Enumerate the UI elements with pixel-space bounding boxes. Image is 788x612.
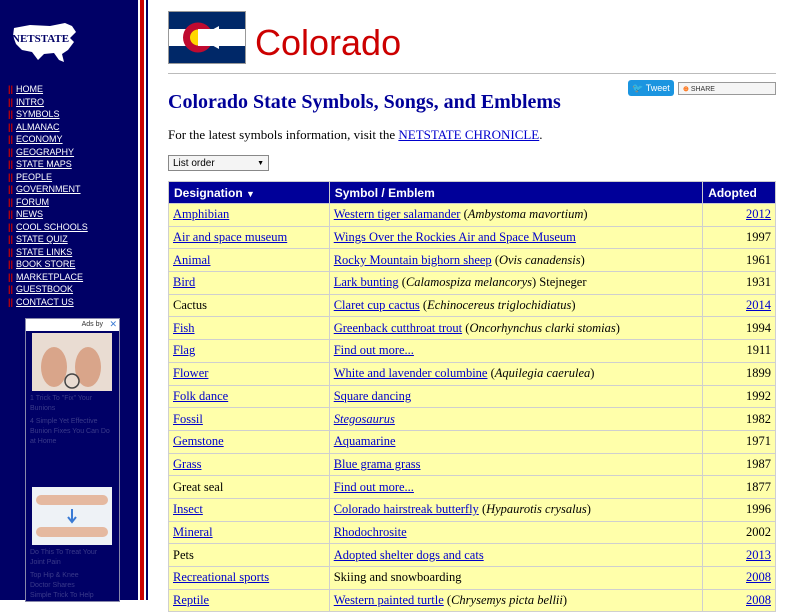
symbol-link[interactable]: Rocky Mountain bighorn sheep — [333, 252, 492, 267]
ad-line-3[interactable]: Bunion Fixes You Can Do — [30, 428, 110, 435]
adopted-cell — [703, 340, 776, 363]
share-plus-icon: ⊕ — [683, 86, 689, 93]
designation-link[interactable]: Reptile — [173, 593, 210, 608]
scientific-name: Calamospiza melancorys — [405, 275, 532, 290]
scientific-name: Echinocereus triglochidiatus — [427, 298, 572, 313]
symbol-link[interactable]: Colorado hairstreak butterfly — [333, 502, 479, 517]
nav-bullet-icon: || — [8, 284, 14, 294]
nav-link[interactable]: STATE QUIZ — [16, 234, 68, 244]
designation-cell — [169, 476, 330, 499]
symbol-link[interactable]: Lark bunting — [333, 275, 399, 290]
symbol-cell[interactable] — [329, 430, 702, 453]
left-sidebar — [0, 0, 138, 600]
table-row — [169, 544, 776, 567]
sort-order-value: List order — [173, 158, 215, 169]
table-row — [169, 498, 776, 521]
designation-cell — [169, 294, 330, 317]
adopted-year: 1997 — [746, 230, 771, 245]
nav-link[interactable]: GEOGRAPHY — [16, 146, 75, 157]
nav-link[interactable]: COOL SCHOOLS — [16, 221, 88, 232]
designation-link[interactable]: Insect — [173, 502, 203, 517]
nav-link[interactable]: HOME — [16, 84, 44, 94]
scientific-name: Ambystoma mavortium — [467, 207, 584, 222]
ad-line-7[interactable]: Top Hip & Knee — [30, 572, 79, 579]
table-row — [169, 340, 776, 363]
site-nav — [8, 83, 88, 308]
adopted-cell — [703, 226, 776, 249]
designation-header-label: Designation — [174, 185, 243, 200]
sort-down-icon: ▼ — [246, 188, 255, 199]
adopted-year: 1911 — [746, 343, 771, 358]
symbol-cell[interactable]: Claret cup cactus (Echinocereus triglochidiatus) — [329, 294, 702, 317]
adopted-cell — [703, 317, 776, 340]
designation-cell[interactable] — [169, 226, 330, 249]
nav-bullet-icon: || — [8, 196, 14, 207]
nav-bullet-icon: || — [8, 109, 14, 119]
table-row — [169, 294, 776, 317]
table-row — [169, 408, 776, 431]
nav-bullet-icon: || — [8, 259, 14, 269]
table-row — [169, 453, 776, 476]
nav-bullet-icon: || — [8, 271, 14, 282]
table-row — [169, 249, 776, 272]
designation-cell[interactable] — [169, 340, 330, 363]
symbol-link[interactable]: Square dancing — [333, 388, 412, 403]
table-row — [169, 226, 776, 249]
adopted-cell[interactable] — [703, 294, 776, 317]
nav-item-state-links[interactable] — [8, 246, 88, 259]
designation-cell[interactable] — [169, 430, 330, 453]
nav-item-people[interactable] — [8, 171, 88, 184]
table-row — [169, 430, 776, 453]
nav-item-contact-us[interactable] — [8, 296, 88, 309]
adopted-year-link[interactable]: 2008 — [746, 570, 771, 585]
nav-link[interactable]: CONTACT US — [16, 296, 74, 307]
table-row — [169, 589, 776, 612]
nav-bullet-icon: || — [8, 171, 14, 182]
designation-cell[interactable] — [169, 385, 330, 408]
symbol-link[interactable]: Stegosaurus — [333, 411, 395, 426]
nav-link[interactable]: GOVERNMENT — [16, 184, 81, 194]
nav-item-forum[interactable] — [8, 196, 88, 209]
tweet-button[interactable] — [628, 80, 674, 96]
ad-image-feet[interactable] — [32, 333, 112, 391]
nav-bullet-icon: || — [8, 234, 14, 244]
symbol-cell[interactable]: Western painted turtle (Chrysemys picta bellii) — [329, 589, 702, 612]
tweet-label: Tweet — [645, 83, 670, 93]
netstate-chronicle-link[interactable]: NETSTATE CHRONICLE — [398, 127, 540, 142]
designation-link[interactable]: Animal — [173, 252, 211, 267]
adopted-year: 1982 — [746, 411, 771, 426]
ad-line-5[interactable]: Do This To Treat Your — [30, 549, 98, 556]
symbol-link[interactable]: White and lavender columbine — [333, 366, 488, 381]
designation-link[interactable]: Flag — [173, 343, 196, 358]
nav-link[interactable]: PEOPLE — [16, 171, 53, 182]
nav-link[interactable]: STATE LINKS — [16, 246, 73, 257]
designation-cell[interactable] — [169, 317, 330, 340]
adopted-cell — [703, 272, 776, 295]
nav-item-book-store[interactable] — [8, 258, 88, 271]
symbol-author: Stejneger — [536, 275, 587, 290]
nav-item-news[interactable] — [8, 208, 88, 221]
symbol-link[interactable]: Western painted turtle — [333, 593, 444, 608]
symbol-link[interactable]: Blue grama grass — [333, 456, 421, 471]
table-row — [169, 521, 776, 544]
nav-item-guestbook[interactable] — [8, 283, 88, 296]
symbol-cell[interactable] — [329, 226, 702, 249]
ad-label: Ads by — [81, 321, 103, 328]
table-row — [169, 476, 776, 499]
nav-item-intro[interactable] — [8, 96, 88, 109]
nav-bullet-icon: || — [8, 84, 14, 94]
ad-label-bar — [26, 319, 119, 331]
adopted-cell — [703, 249, 776, 272]
chevron-down-icon: ▼ — [257, 160, 264, 167]
symbol-cell[interactable] — [329, 476, 702, 499]
adopted-year: 1931 — [746, 275, 771, 290]
designation-link[interactable]: Flower — [173, 366, 209, 381]
adopted-cell — [703, 453, 776, 476]
designation-cell[interactable] — [169, 498, 330, 521]
symbols-table — [168, 181, 776, 612]
site-logo-text[interactable]: NETSTATE — [12, 33, 70, 45]
nav-item-symbols[interactable] — [8, 108, 88, 121]
designation-cell[interactable] — [169, 249, 330, 272]
ad-line-4[interactable]: at Home — [30, 438, 57, 445]
designation-text: Cactus — [173, 298, 208, 313]
adopted-year: 1877 — [746, 479, 771, 494]
ad-line-9[interactable]: Simple Trick To Help — [30, 592, 94, 599]
nav-item-almanac[interactable] — [8, 121, 88, 134]
adopted-cell — [703, 498, 776, 521]
scientific-name: Aquilegia caerulea — [494, 366, 591, 381]
adopted-year: 1899 — [746, 366, 771, 381]
nav-link[interactable]: NEWS — [16, 209, 44, 219]
adopted-cell[interactable] — [703, 567, 776, 590]
designation-link[interactable]: Grass — [173, 456, 202, 471]
adopted-year: 1992 — [746, 388, 771, 403]
share-button[interactable] — [678, 82, 776, 95]
designation-link[interactable]: Air and space museum — [173, 230, 288, 245]
nav-link[interactable]: FORUM — [16, 196, 50, 207]
designation-text: Pets — [173, 547, 194, 562]
adopted-sort-link[interactable]: Adopted — [708, 185, 757, 200]
designation-link[interactable]: Fish — [173, 320, 195, 335]
title-divider — [168, 73, 776, 74]
ad-line-1[interactable]: Bunions — [30, 405, 56, 412]
intro-prefix: For the latest symbols information, visit the — [168, 127, 399, 142]
adopted-header[interactable] — [703, 182, 776, 204]
designation-link[interactable]: Amphibian — [173, 207, 230, 222]
designation-link[interactable]: Bird — [173, 275, 196, 290]
designation-cell[interactable] — [169, 521, 330, 544]
adopted-cell — [703, 408, 776, 431]
symbol-link[interactable]: Find out more... — [333, 479, 414, 494]
adopted-year: 1987 — [746, 456, 771, 471]
symbol-link[interactable]: Western tiger salamander — [333, 207, 461, 222]
designation-link[interactable]: Fossil — [173, 411, 203, 426]
adopted-cell[interactable] — [703, 589, 776, 612]
adopted-year: 1996 — [746, 502, 771, 517]
nav-bullet-icon: || — [8, 159, 14, 169]
symbol-link[interactable]: Adopted shelter dogs and cats — [333, 547, 484, 562]
sidebar-stripe-divider — [138, 0, 152, 600]
share-label: SHARE — [690, 86, 715, 93]
table-header-row — [169, 182, 776, 204]
nav-bullet-icon: || — [8, 184, 14, 194]
adopted-cell[interactable] — [703, 544, 776, 567]
designation-link[interactable]: Recreational sports — [173, 570, 270, 585]
adopted-year-link[interactable]: 2008 — [746, 593, 771, 608]
adopted-cell[interactable] — [703, 204, 776, 227]
nav-link[interactable]: MARKETPLACE — [16, 271, 84, 282]
sort-order-select[interactable] — [168, 155, 269, 171]
symbol-cell[interactable]: Rocky Mountain bighorn sheep (Ovis canadensis) — [329, 249, 702, 272]
ad-line-0[interactable]: 1 Trick To "Fix" Your — [30, 395, 93, 402]
symbol-header: Symbol / Emblem — [329, 182, 702, 204]
ad-line-2[interactable]: 4 Simple Yet Effective — [30, 418, 98, 425]
symbol-cell[interactable] — [329, 385, 702, 408]
main-content — [152, 0, 788, 608]
adopted-cell — [703, 362, 776, 385]
adopted-year: 1971 — [746, 434, 771, 449]
nav-bullet-icon: || — [8, 246, 14, 257]
designation-header[interactable] — [169, 182, 330, 204]
symbol-cell[interactable] — [329, 408, 702, 431]
symbol-cell[interactable]: Colorado hairstreak butterfly (Hypaurotis crysalus) — [329, 498, 702, 521]
symbol-cell[interactable]: Greenback cutthroat trout (Oncorhynchus clarki stomias) — [329, 317, 702, 340]
ad-image-arm[interactable] — [32, 487, 112, 545]
adopted-year-link[interactable]: 2014 — [746, 298, 771, 313]
table-row — [169, 204, 776, 227]
nav-bullet-icon: || — [8, 134, 14, 144]
nav-link[interactable]: ALMANAC — [16, 121, 60, 132]
intro-suffix: . — [539, 127, 543, 142]
scientific-name: Chrysemys picta bellii — [451, 593, 563, 608]
adopted-cell — [703, 521, 776, 544]
adopted-year-link[interactable]: 2013 — [746, 547, 771, 562]
table-row — [169, 362, 776, 385]
adopted-year: 1961 — [746, 252, 771, 267]
table-row — [169, 567, 776, 590]
designation-text: Great seal — [173, 479, 224, 494]
nav-item-state-quiz[interactable] — [8, 233, 88, 246]
nav-item-geography[interactable] — [8, 146, 88, 159]
symbol-link[interactable]: Wings Over the Rockies Air and Space Museum — [333, 230, 576, 245]
nav-item-economy[interactable] — [8, 133, 88, 146]
adopted-year: 2002 — [746, 524, 771, 539]
twitter-bird-icon: 🐦 — [632, 83, 644, 93]
designation-link[interactable]: Mineral — [173, 524, 213, 539]
nav-bullet-icon: || — [8, 209, 14, 219]
nav-bullet-icon: || — [8, 121, 14, 132]
adopted-cell — [703, 430, 776, 453]
table-row — [169, 385, 776, 408]
nav-link[interactable]: ECONOMY — [16, 134, 63, 144]
designation-link[interactable]: Folk dance — [173, 388, 229, 403]
intro-text — [168, 127, 543, 143]
nav-item-home[interactable] — [8, 83, 88, 96]
state-title: Colorado — [255, 22, 402, 63]
symbol-link[interactable]: Claret cup cactus — [333, 298, 420, 313]
symbol-link[interactable]: Find out more... — [333, 343, 414, 358]
scientific-name: Ovis canadensis — [498, 252, 581, 267]
nav-bullet-icon: || — [8, 96, 14, 107]
nav-bullet-icon: || — [8, 221, 14, 232]
ad-panel[interactable] — [25, 318, 120, 602]
designation-link[interactable]: Gemstone — [173, 434, 224, 449]
nav-item-marketplace[interactable] — [8, 271, 88, 284]
symbol-link[interactable]: Rhodochrosite — [333, 524, 407, 539]
nav-link[interactable]: SYMBOLS — [16, 109, 60, 119]
designation-cell[interactable] — [169, 362, 330, 385]
nav-item-government[interactable] — [8, 183, 88, 196]
nav-bullet-icon: || — [8, 146, 14, 157]
adopted-cell — [703, 476, 776, 499]
nav-bullet-icon: || — [8, 296, 14, 307]
nav-link[interactable]: INTRO — [16, 96, 45, 107]
table-row — [169, 272, 776, 295]
page-heading: Colorado State Symbols, Songs, and Emblems — [168, 91, 561, 113]
designation-cell — [169, 544, 330, 567]
nav-item-cool-schools[interactable] — [8, 221, 88, 234]
symbol-cell[interactable]: Western tiger salamander (Ambystoma mavortium) — [329, 204, 702, 227]
designation-cell[interactable] — [169, 204, 330, 227]
symbol-link[interactable]: Aquamarine — [333, 434, 396, 449]
designation-cell[interactable] — [169, 589, 330, 612]
nav-item-state-maps[interactable] — [8, 158, 88, 171]
nav-link[interactable]: BOOK STORE — [16, 259, 76, 269]
ad-close-icon[interactable]: ✕ — [109, 319, 117, 329]
nav-link[interactable]: STATE MAPS — [16, 159, 72, 169]
symbol-cell[interactable]: Lark bunting (Calamospiza melancorys) Stejneger — [329, 272, 702, 295]
symbol-link[interactable]: Greenback cutthroat trout — [333, 320, 463, 335]
adopted-year: 1994 — [746, 320, 771, 335]
colorado-flag-image — [168, 11, 246, 64]
designation-cell[interactable] — [169, 272, 330, 295]
designation-cell[interactable] — [169, 408, 330, 431]
symbol-text: Skiing and snowboarding — [333, 570, 462, 585]
symbol-cell[interactable] — [329, 453, 702, 476]
symbol-cell[interactable] — [329, 544, 702, 567]
nav-link[interactable]: GUESTBOOK — [16, 284, 74, 294]
table-row — [169, 317, 776, 340]
ad-line-8[interactable]: Doctor Shares — [30, 582, 75, 589]
scientific-name: Oncorhynchus clarki stomias — [469, 320, 616, 335]
symbol-cell — [329, 567, 702, 590]
designation-cell[interactable] — [169, 453, 330, 476]
adopted-year-link[interactable]: 2012 — [746, 207, 771, 222]
symbol-cell[interactable] — [329, 340, 702, 363]
adopted-cell — [703, 385, 776, 408]
scientific-name: Hypaurotis crysalus — [486, 502, 587, 517]
symbol-cell[interactable] — [329, 521, 702, 544]
designation-cell[interactable] — [169, 567, 330, 590]
ad-line-6[interactable]: Joint Pain — [30, 559, 61, 566]
symbol-cell[interactable]: White and lavender columbine (Aquilegia caerulea) — [329, 362, 702, 385]
